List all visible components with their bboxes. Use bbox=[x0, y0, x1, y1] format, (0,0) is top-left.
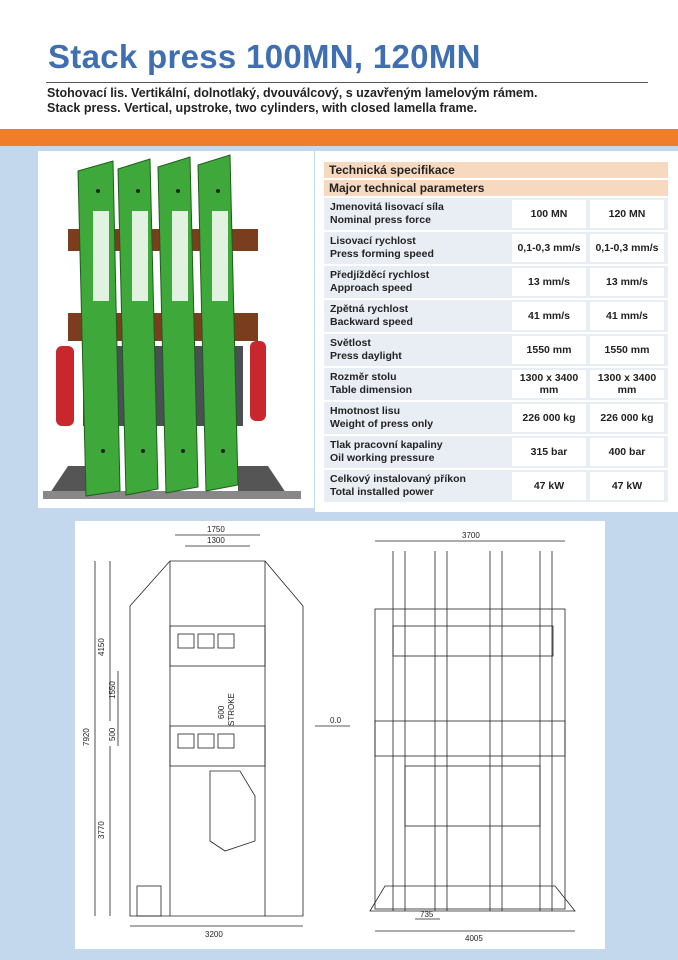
dim-1300: 1300 bbox=[207, 536, 225, 545]
value-120mn: 41 mm/s bbox=[590, 302, 664, 330]
spec-heading-english: Major technical parameters bbox=[324, 180, 668, 196]
spec-heading-czech: Technická specifikace bbox=[324, 162, 668, 178]
spec-row-installed-power bbox=[324, 470, 668, 504]
subtitle-english: Stack press. Vertical, upstroke, two cylinders, with closed lamella frame. bbox=[47, 101, 478, 115]
label-cz: Předjížděcí rychlost bbox=[330, 269, 430, 281]
spec-row-approach-speed bbox=[324, 266, 668, 300]
spec-row-forming-speed bbox=[324, 232, 668, 266]
dim-4005: 4005 bbox=[465, 934, 483, 943]
right-red-cylinder bbox=[250, 341, 266, 421]
value-100mn: 13 mm/s bbox=[512, 268, 586, 296]
value-100mn: 1550 mm bbox=[512, 336, 586, 364]
spec-row-nominal-force bbox=[324, 198, 668, 232]
spec-rows bbox=[324, 198, 668, 504]
label-en: Approach speed bbox=[330, 282, 413, 294]
label-en: Press forming speed bbox=[330, 248, 434, 260]
spec-table bbox=[315, 151, 678, 512]
label-en: Backward speed bbox=[330, 316, 413, 328]
spec-row-oil-pressure bbox=[324, 436, 668, 470]
label-cz: Rozměr stolu bbox=[330, 371, 397, 383]
value-100mn: 0,1-0,3 mm/s bbox=[512, 234, 586, 262]
stroke-label: STROKE bbox=[227, 693, 236, 726]
dim-500: 500 bbox=[108, 727, 117, 741]
value-100mn: 47 kW bbox=[512, 472, 586, 500]
value-120mn: 400 bar bbox=[590, 438, 664, 466]
dim-zero: 0.0 bbox=[330, 716, 342, 725]
side-view-outline bbox=[375, 609, 565, 909]
value-100mn: 315 bar bbox=[512, 438, 586, 466]
value-120mn: 1300 x 3400 mm bbox=[590, 370, 664, 398]
label-cz: Lisovací rychlost bbox=[330, 235, 416, 247]
label-cz: Jmenovitá lisovací síla bbox=[330, 201, 444, 213]
value-120mn: 226 000 kg bbox=[590, 404, 664, 432]
dim-1550: 1550 bbox=[108, 681, 117, 699]
label-cz: Celkový instalovaný příkon bbox=[330, 473, 466, 485]
label-cz: Zpětná rychlost bbox=[330, 303, 409, 315]
label-en: Weight of press only bbox=[330, 418, 434, 430]
page-title: Stack press 100MN, 120MN bbox=[48, 38, 481, 75]
spec-row-table-dimension bbox=[324, 368, 668, 402]
label-en: Press daylight bbox=[330, 350, 402, 362]
value-120mn: 1550 mm bbox=[590, 336, 664, 364]
label-cz: Hmotnost lisu bbox=[330, 405, 400, 417]
spec-row-weight bbox=[324, 402, 668, 436]
frame-plate-3 bbox=[158, 157, 198, 493]
press-illustration bbox=[38, 151, 314, 508]
label-en: Table dimension bbox=[330, 384, 413, 396]
dim-3700: 3700 bbox=[462, 531, 480, 540]
title-divider bbox=[46, 82, 648, 83]
frame-plate-4 bbox=[198, 155, 238, 491]
dim-3200: 3200 bbox=[205, 930, 223, 939]
value-100mn: 226 000 kg bbox=[512, 404, 586, 432]
value-120mn: 0,1-0,3 mm/s bbox=[590, 234, 664, 262]
label-en: Oil working pressure bbox=[330, 452, 435, 464]
label-en: Nominal press force bbox=[330, 214, 431, 226]
value-100mn: 100 MN bbox=[512, 200, 586, 228]
dim-3770: 3770 bbox=[97, 821, 106, 839]
front-view-outline bbox=[130, 561, 303, 916]
value-120mn: 47 kW bbox=[590, 472, 664, 500]
spec-row-backward-speed bbox=[324, 300, 668, 334]
dim-1750: 1750 bbox=[207, 525, 225, 534]
dim-4150: 4150 bbox=[97, 638, 106, 656]
label-cz: Tlak pracovní kapaliny bbox=[330, 439, 443, 451]
technical-drawing bbox=[75, 521, 605, 949]
drawing-svg bbox=[75, 521, 605, 949]
value-120mn: 13 mm/s bbox=[590, 268, 664, 296]
subtitle-czech: Stohovací lis. Vertikální, dolnotlaký, dvouválcový, s uzavřeným lamelovým rámem. bbox=[47, 86, 538, 100]
dim-735: 735 bbox=[420, 910, 434, 919]
value-100mn: 41 mm/s bbox=[512, 302, 586, 330]
orange-accent-bar bbox=[0, 129, 678, 146]
left-red-cylinder bbox=[56, 346, 74, 426]
dim-600: 600 bbox=[217, 705, 226, 719]
label-en: Total installed power bbox=[330, 486, 434, 498]
frame-plate-2 bbox=[118, 159, 158, 495]
value-120mn: 120 MN bbox=[590, 200, 664, 228]
dim-7920: 7920 bbox=[82, 728, 91, 746]
value-100mn: 1300 x 3400 mm bbox=[512, 370, 586, 398]
label-cz: Světlost bbox=[330, 337, 371, 349]
press-render-svg bbox=[38, 151, 314, 508]
spec-row-daylight bbox=[324, 334, 668, 368]
